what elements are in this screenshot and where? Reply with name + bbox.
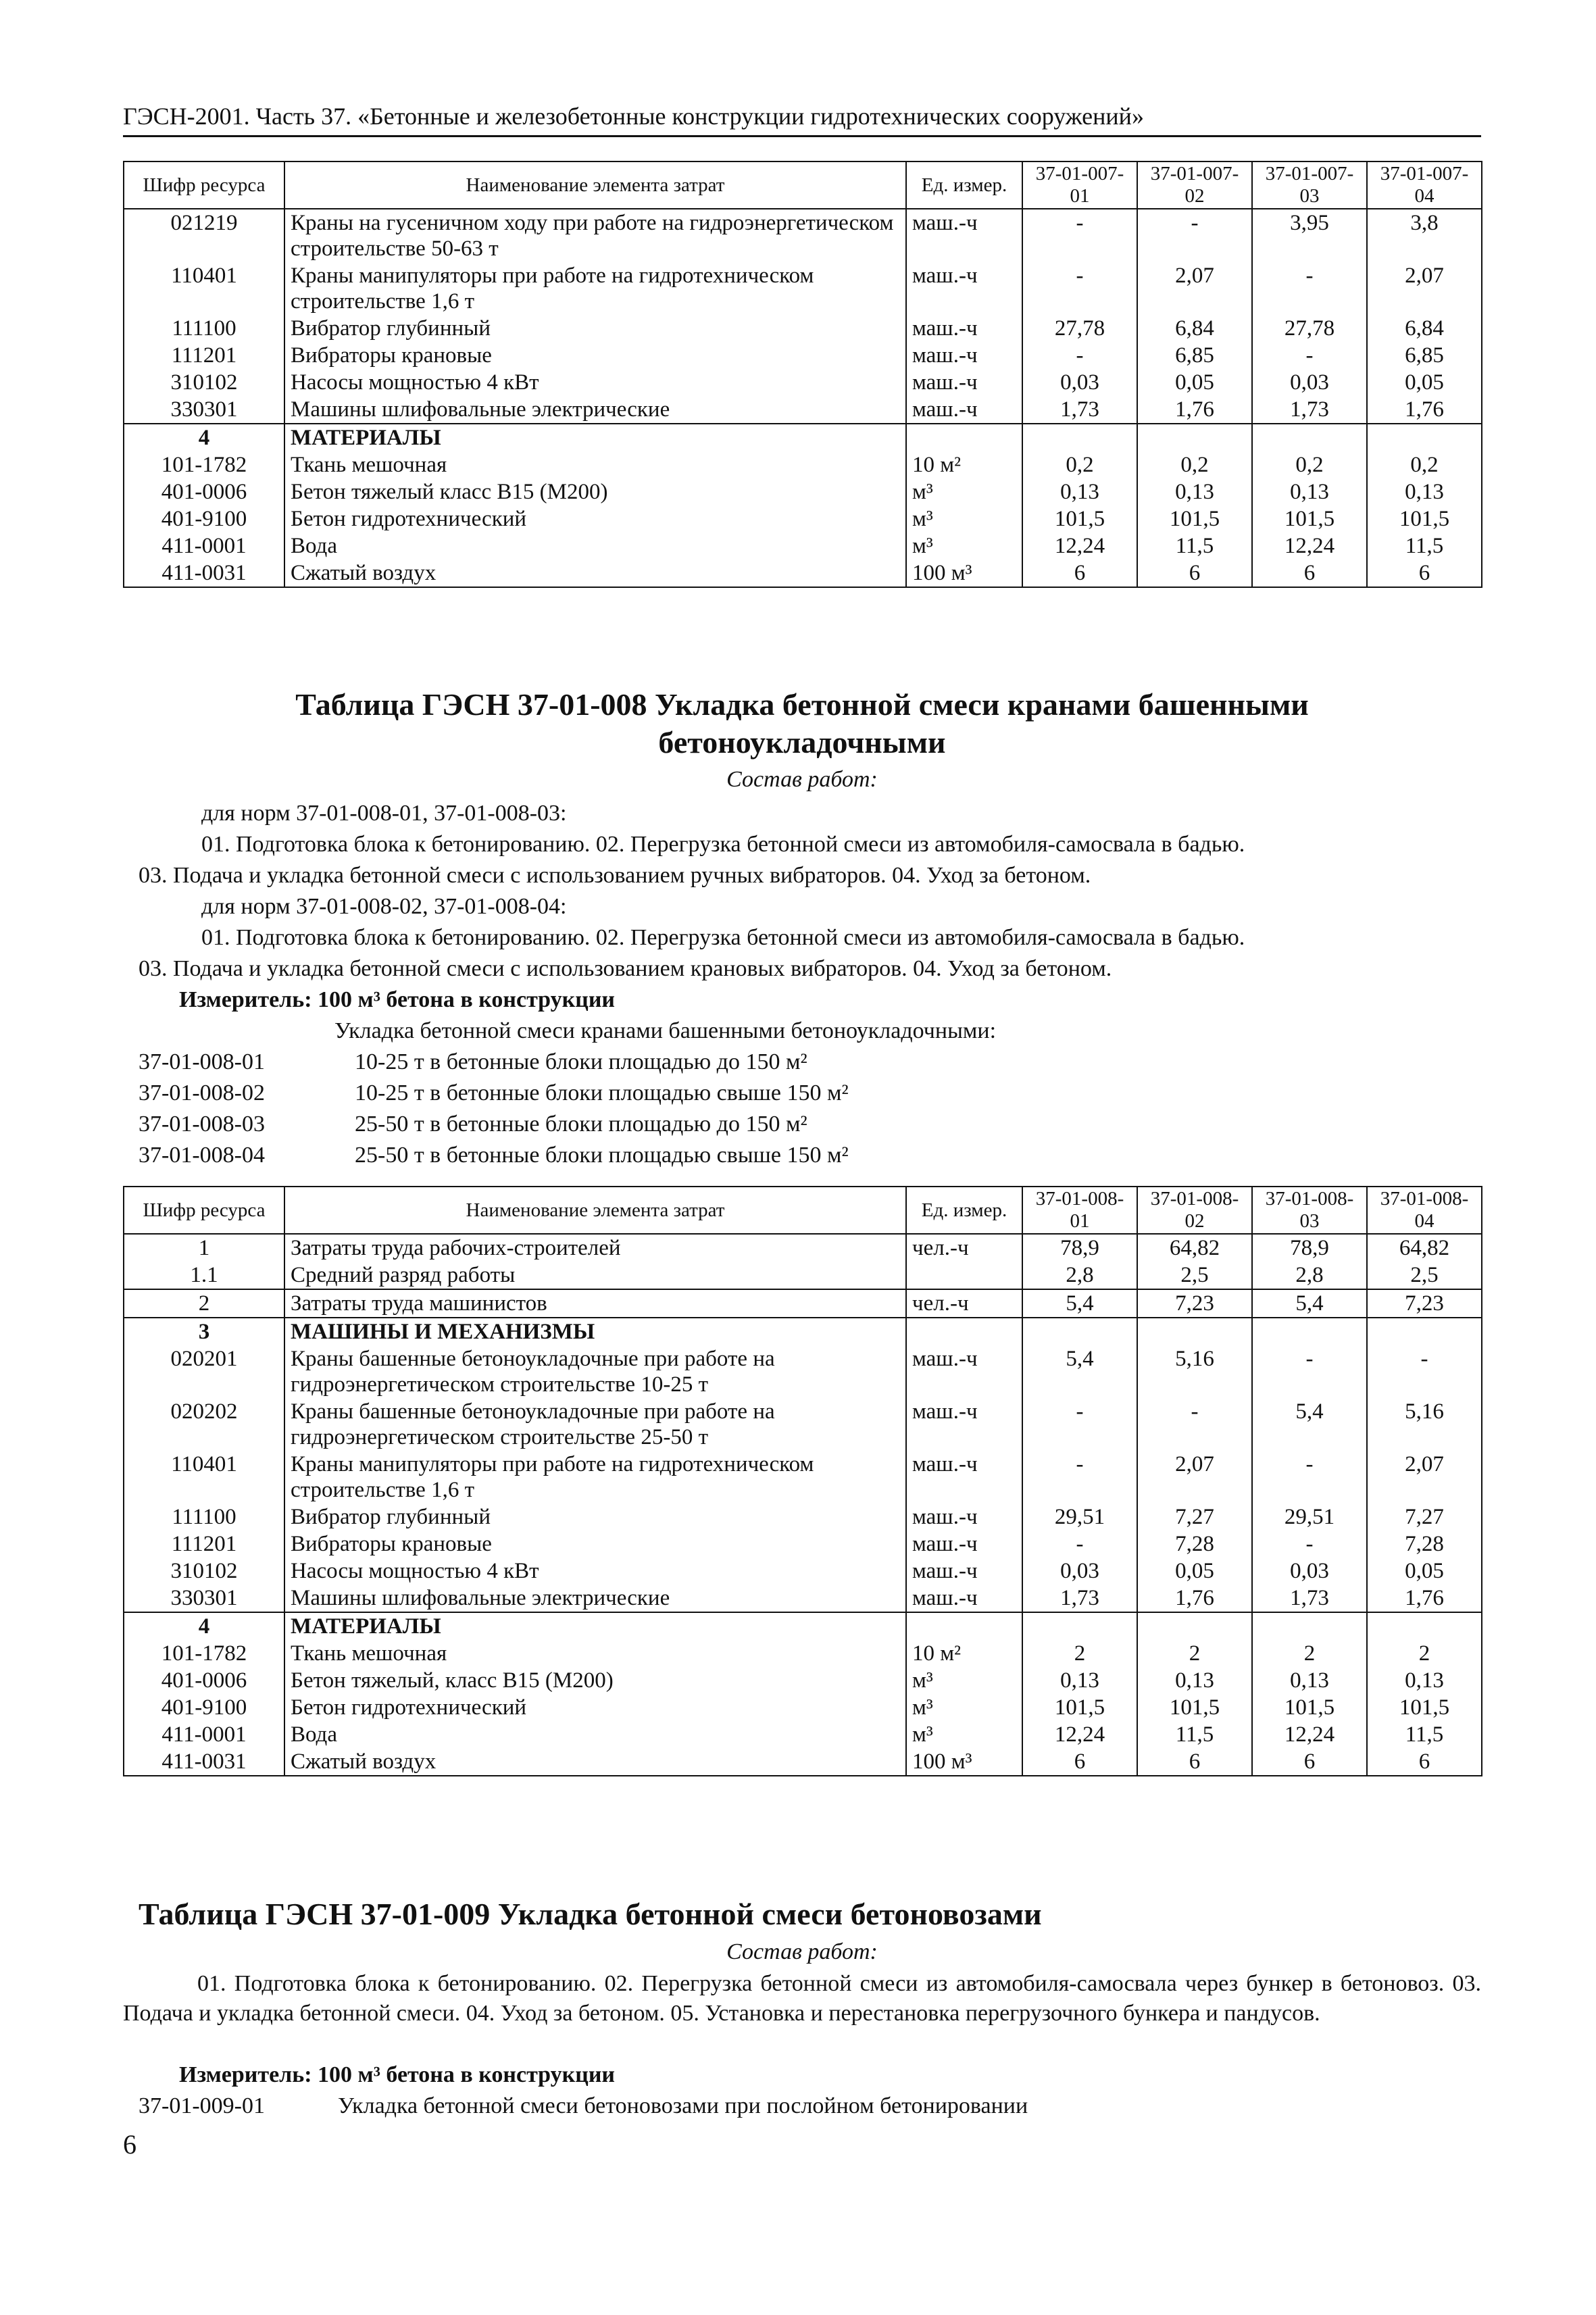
cell-value: 11,5 [1137, 532, 1252, 559]
table-row [124, 1748, 1482, 1776]
cell-value: 1,76 [1137, 1585, 1252, 1612]
cell-value: 12,24 [1252, 532, 1367, 559]
cell-code: 330301 [124, 1585, 284, 1612]
table-body [124, 209, 1482, 587]
cell-value [1367, 424, 1482, 451]
cell-name: Насосы мощностью 4 кВт [284, 369, 906, 396]
cell-name: Насосы мощностью 4 кВт [284, 1558, 906, 1585]
cell-value: 29,51 [1252, 1503, 1367, 1530]
header-col-3: 37-01-007-03 [1252, 161, 1367, 209]
table-row [124, 1318, 1482, 1345]
cell-code: 401-9100 [124, 1694, 284, 1721]
cell-value: 0,05 [1367, 1558, 1482, 1585]
cell-unit: м³ [906, 505, 1022, 532]
cell-code: 401-9100 [124, 505, 284, 532]
table-row [124, 478, 1482, 505]
cell-value: 0,03 [1252, 1558, 1367, 1585]
item-code-2: 37-01-008-02 [139, 1080, 265, 1105]
cell-value: 5,4 [1252, 1398, 1367, 1451]
cell-unit: маш.-ч [906, 262, 1022, 315]
header-code: Шифр ресурса [124, 161, 284, 209]
table-008-title-line1: Таблица ГЭСН 37-01-008 Укладка бетонной смеси кранами башенными [295, 687, 1309, 722]
item-text-009: Укладка бетонной смеси бетоновозами при послойном бетонировании [338, 2093, 1028, 2118]
norms-group-1: для норм 37-01-008-01, 37-01-008-03: [201, 801, 567, 826]
item-code-009: 37-01-009-01 [139, 2093, 265, 2118]
measure-unit: Измеритель: 100 м³ бетона в конструкции [179, 987, 616, 1012]
cell-value: 64,82 [1137, 1234, 1252, 1262]
table-row [124, 1451, 1482, 1503]
cell-name: Бетон тяжелый, класс В15 (М200) [284, 1667, 906, 1694]
item-code-4: 37-01-008-04 [139, 1143, 265, 1168]
header-name: Наименование элемента затрат [284, 1187, 906, 1234]
cell-unit: маш.-ч [906, 396, 1022, 424]
item-text-2: 10-25 т в бетонные блоки площадью свыше 150 м² [355, 1080, 849, 1105]
cell-unit: 10 м² [906, 451, 1022, 478]
cell-name: Краны башенные бетоноукладочные при работе на гидроэнергетическом строительстве 25-50 т [284, 1398, 906, 1451]
cell-value: 27,78 [1022, 315, 1137, 342]
cell-code: 411-0001 [124, 532, 284, 559]
cell-value: 11,5 [1137, 1721, 1252, 1748]
cell-name: Краны манипуляторы при работе на гидротехническом строительстве 1,6 т [284, 1451, 906, 1503]
work-composition-label: Состав работ: [726, 767, 878, 792]
cell-value: 6 [1252, 559, 1367, 587]
cell-value: 7,27 [1137, 1503, 1252, 1530]
cell-unit: маш.-ч [906, 1585, 1022, 1612]
cell-value: 6,85 [1137, 342, 1252, 369]
cell-unit: 10 м² [906, 1640, 1022, 1667]
cell-unit: м³ [906, 1721, 1022, 1748]
cell-value: 101,5 [1252, 1694, 1367, 1721]
cell-value: 0,13 [1252, 478, 1367, 505]
cell-value: - [1022, 1530, 1137, 1558]
cell-code: 401-0006 [124, 1667, 284, 1694]
header-col-3: 37-01-008-03 [1252, 1187, 1367, 1234]
cell-name: МАТЕРИАЛЫ [284, 1612, 906, 1640]
measure-unit: Измеритель: 100 м³ бетона в конструкции [179, 2062, 616, 2087]
cell-value: 101,5 [1252, 505, 1367, 532]
cell-value: 1,73 [1022, 1585, 1137, 1612]
table-row [124, 396, 1482, 424]
cell-name: Краны башенные бетоноукладочные при работе на гидроэнергетическом строительстве 10-25 т [284, 1345, 906, 1398]
operations-2a: 01. Подготовка блока к бетонированию. 02. Перегрузка бетонной смеси из автомобиля-самосвала в бадью. [201, 925, 1245, 950]
cell-value: - [1022, 209, 1137, 262]
cell-name: Вибратор глубинный [284, 315, 906, 342]
cell-unit: маш.-ч [906, 315, 1022, 342]
cell-value: 0,03 [1252, 369, 1367, 396]
cell-value: 6 [1022, 1748, 1137, 1776]
cell-unit: маш.-ч [906, 1398, 1022, 1451]
operations-009: 01. Подготовка блока к бетонированию. 02. Перегрузка бетонной смеси из автомобиля-самосвала через бункер в бетоновоз. 03. Подача и укладка бетонной смеси. 04. Уход за бетоном. 05. Установка и перестановка перегрузочного бункера и пандусов. [123, 1971, 1481, 2026]
cell-value: 6,84 [1137, 315, 1252, 342]
cell-value: - [1022, 1398, 1137, 1451]
cell-code: 1.1 [124, 1262, 284, 1289]
cell-unit [906, 1612, 1022, 1640]
cell-unit: м³ [906, 532, 1022, 559]
cell-name: Машины шлифовальные электрические [284, 396, 906, 424]
cell-unit: чел.-ч [906, 1289, 1022, 1318]
cell-code: 2 [124, 1289, 284, 1318]
cell-value: 2 [1137, 1640, 1252, 1667]
header-col-4: 37-01-007-04 [1367, 161, 1482, 209]
cell-value: 7,28 [1367, 1530, 1482, 1558]
cell-name: Ткань мешочная [284, 1640, 906, 1667]
cell-name: Вибратор глубинный [284, 1503, 906, 1530]
cell-unit: м³ [906, 478, 1022, 505]
cell-unit: маш.-ч [906, 1451, 1022, 1503]
cell-value: 2 [1367, 1640, 1482, 1667]
table-row [124, 262, 1482, 315]
cell-value: 101,5 [1022, 505, 1137, 532]
cell-code: 310102 [124, 1558, 284, 1585]
cell-unit: маш.-ч [906, 342, 1022, 369]
table-row [124, 342, 1482, 369]
item-text-1: 10-25 т в бетонные блоки площадью до 150 м² [355, 1049, 807, 1074]
cell-code: 110401 [124, 262, 284, 315]
table-row [124, 315, 1482, 342]
cell-value: 101,5 [1367, 1694, 1482, 1721]
cell-code: 401-0006 [124, 478, 284, 505]
table-row [124, 1667, 1482, 1694]
cell-value: - [1252, 1530, 1367, 1558]
cell-name: Краны на гусеничном ходу при работе на гидроэнергетическом строительстве 50-63 т [284, 209, 906, 262]
cell-value: 12,24 [1252, 1721, 1367, 1748]
table-row [124, 1234, 1482, 1262]
cell-value: 0,13 [1252, 1667, 1367, 1694]
cell-name: МАШИНЫ И МЕХАНИЗМЫ [284, 1318, 906, 1345]
cell-value: 7,23 [1137, 1289, 1252, 1318]
cell-code: 4 [124, 424, 284, 451]
cell-value [1367, 1612, 1482, 1640]
running-header: ГЭСН-2001. Часть 37. «Бетонные и железобетонные конструкции гидротехнических сооружений» [123, 101, 1481, 137]
cell-value: 6 [1137, 1748, 1252, 1776]
cell-value: - [1252, 1451, 1367, 1503]
cell-value: 1,76 [1137, 396, 1252, 424]
cell-value: 2 [1252, 1640, 1367, 1667]
cell-value: 5,16 [1367, 1398, 1482, 1451]
header-col-2: 37-01-007-02 [1137, 161, 1252, 209]
cell-code: 021219 [124, 209, 284, 262]
header-col-1: 37-01-008-01 [1022, 1187, 1137, 1234]
cell-value: 3,95 [1252, 209, 1367, 262]
cell-value [1022, 1318, 1137, 1345]
norms-group-2: для норм 37-01-008-02, 37-01-008-04: [201, 894, 567, 919]
cell-code: 111201 [124, 1530, 284, 1558]
cell-name: Бетон тяжелый класс В15 (М200) [284, 478, 906, 505]
cell-value [1137, 424, 1252, 451]
header-code: Шифр ресурса [124, 1187, 284, 1234]
cell-value [1022, 424, 1137, 451]
cell-value [1022, 1612, 1137, 1640]
cell-value: - [1022, 1451, 1137, 1503]
cell-code: 101-1782 [124, 1640, 284, 1667]
cell-value [1137, 1612, 1252, 1640]
cell-name: Машины шлифовальные электрические [284, 1585, 906, 1612]
table-row [124, 1345, 1482, 1398]
cell-code: 411-0031 [124, 559, 284, 587]
cell-value: 0,05 [1137, 369, 1252, 396]
cell-name: МАТЕРИАЛЫ [284, 424, 906, 451]
operations-1a: 01. Подготовка блока к бетонированию. 02. Перегрузка бетонной смеси из автомобиля-самосвала в бадью. [201, 832, 1245, 857]
table-body [124, 1234, 1482, 1776]
cell-value [1137, 1318, 1252, 1345]
cell-code: 110401 [124, 1451, 284, 1503]
cell-name: Затраты труда рабочих-строителей [284, 1234, 906, 1262]
cell-code: 1 [124, 1234, 284, 1262]
item-text-4: 25-50 т в бетонные блоки площадью свыше 150 м² [355, 1143, 849, 1168]
cell-code: 020201 [124, 1345, 284, 1398]
cell-unit: маш.-ч [906, 209, 1022, 262]
cell-value: - [1252, 1345, 1367, 1398]
item-text-3: 25-50 т в бетонные блоки площадью до 150 м² [355, 1112, 807, 1137]
header-col-1: 37-01-007-01 [1022, 161, 1137, 209]
cell-value: 3,8 [1367, 209, 1482, 262]
cell-name: Сжатый воздух [284, 559, 906, 587]
cell-value: 0,13 [1367, 478, 1482, 505]
cell-name: Вибраторы крановые [284, 1530, 906, 1558]
item-code-1: 37-01-008-01 [139, 1049, 265, 1074]
cell-value: 5,4 [1022, 1289, 1137, 1318]
cell-unit: чел.-ч [906, 1234, 1022, 1262]
table-row [124, 451, 1482, 478]
cell-value: 0,2 [1252, 451, 1367, 478]
cell-value: 1,73 [1022, 396, 1137, 424]
table-row [124, 1558, 1482, 1585]
cell-value: 0,2 [1367, 451, 1482, 478]
cell-unit [906, 424, 1022, 451]
cell-value: - [1252, 262, 1367, 315]
table-row [124, 1530, 1482, 1558]
cell-unit: маш.-ч [906, 1345, 1022, 1398]
cell-code: 411-0031 [124, 1748, 284, 1776]
cell-value: 0,13 [1022, 478, 1137, 505]
table-row [124, 1585, 1482, 1612]
cell-code: 020202 [124, 1398, 284, 1451]
cell-value: 5,16 [1137, 1345, 1252, 1398]
cell-value: - [1022, 262, 1137, 315]
table-row [124, 505, 1482, 532]
table-row [124, 1398, 1482, 1451]
cell-name: Бетон гидротехнический [284, 1694, 906, 1721]
cell-unit: 100 м³ [906, 559, 1022, 587]
cell-code: 3 [124, 1318, 284, 1345]
cell-value: 2,07 [1367, 1451, 1482, 1503]
cell-value: - [1137, 1398, 1252, 1451]
cell-unit: м³ [906, 1694, 1022, 1721]
cell-value: 5,4 [1022, 1345, 1137, 1398]
cell-name: Краны манипуляторы при работе на гидротехническом строительстве 1,6 т [284, 262, 906, 315]
cell-value: 6,84 [1367, 315, 1482, 342]
cell-name: Средний разряд работы [284, 1262, 906, 1289]
header-unit: Ед. измер. [906, 1187, 1022, 1234]
cell-value: 1,76 [1367, 1585, 1482, 1612]
table-row [124, 559, 1482, 587]
cell-value: 0,05 [1137, 1558, 1252, 1585]
cell-code: 330301 [124, 396, 284, 424]
cell-value: 78,9 [1022, 1234, 1137, 1262]
cell-value: 12,24 [1022, 1721, 1137, 1748]
table-37-01-007 [123, 161, 1482, 588]
cell-value: 0,13 [1022, 1667, 1137, 1694]
cell-value: 101,5 [1137, 505, 1252, 532]
cell-name: Вода [284, 532, 906, 559]
cell-value [1252, 1612, 1367, 1640]
table-row [124, 1694, 1482, 1721]
table-row [124, 424, 1482, 451]
cell-value: - [1022, 342, 1137, 369]
cell-value: - [1137, 209, 1252, 262]
cell-unit [906, 1262, 1022, 1289]
cell-value: 2,5 [1367, 1262, 1482, 1289]
cell-value: 64,82 [1367, 1234, 1482, 1262]
cell-value: 2,8 [1252, 1262, 1367, 1289]
cell-value: 2,5 [1137, 1262, 1252, 1289]
cell-value: 2,8 [1022, 1262, 1137, 1289]
work-composition-label: Состав работ: [726, 1939, 878, 1964]
cell-value: 101,5 [1367, 505, 1482, 532]
cell-code: 310102 [124, 369, 284, 396]
table-row [124, 1612, 1482, 1640]
table-row [124, 532, 1482, 559]
header-unit: Ед. измер. [906, 161, 1022, 209]
cell-value: 27,78 [1252, 315, 1367, 342]
cell-code: 411-0001 [124, 1721, 284, 1748]
cell-value: 29,51 [1022, 1503, 1137, 1530]
cell-unit: маш.-ч [906, 1530, 1022, 1558]
cell-value: 6 [1022, 559, 1137, 587]
cell-code: 111100 [124, 315, 284, 342]
cell-value: 7,23 [1367, 1289, 1482, 1318]
cell-value: 2 [1022, 1640, 1137, 1667]
cell-value: 0,2 [1022, 451, 1137, 478]
table-row [124, 1289, 1482, 1318]
cell-value: 0,13 [1137, 1667, 1252, 1694]
cell-name: Бетон гидротехнический [284, 505, 906, 532]
header-col-4: 37-01-008-04 [1367, 1187, 1482, 1234]
cell-unit [906, 1318, 1022, 1345]
table-row [124, 1721, 1482, 1748]
cell-value: 6 [1367, 1748, 1482, 1776]
cell-value: 78,9 [1252, 1234, 1367, 1262]
cell-value: 11,5 [1367, 1721, 1482, 1748]
cell-value: 5,4 [1252, 1289, 1367, 1318]
cell-value: - [1252, 342, 1367, 369]
cell-value: 0,05 [1367, 369, 1482, 396]
table-row [124, 369, 1482, 396]
cell-name: Сжатый воздух [284, 1748, 906, 1776]
table-008-title-line2: бетоноукладочными [658, 725, 946, 760]
table-row [124, 1640, 1482, 1667]
cell-code: 101-1782 [124, 451, 284, 478]
cell-unit: маш.-ч [906, 1503, 1022, 1530]
cell-value [1252, 1318, 1367, 1345]
cell-value: 0,2 [1137, 451, 1252, 478]
cell-value: 7,27 [1367, 1503, 1482, 1530]
cell-value [1367, 1318, 1482, 1345]
table-37-01-008 [123, 1186, 1482, 1776]
cell-value: 7,28 [1137, 1530, 1252, 1558]
cell-value: 6 [1137, 559, 1252, 587]
cell-value: - [1367, 1345, 1482, 1398]
cell-value: 101,5 [1022, 1694, 1137, 1721]
cell-unit: маш.-ч [906, 369, 1022, 396]
operations-1b: 03. Подача и укладка бетонной смеси с использованием ручных вибраторов. 04. Уход за бетоном. [139, 863, 1091, 888]
cell-name: Ткань мешочная [284, 451, 906, 478]
cell-value: 6,85 [1367, 342, 1482, 369]
cell-value: 1,73 [1252, 396, 1367, 424]
operations-2b: 03. Подача и укладка бетонной смеси с использованием крановых вибраторов. 04. Уход за бетоном. [139, 956, 1112, 981]
cell-value: 11,5 [1367, 532, 1482, 559]
header-col-2: 37-01-008-02 [1137, 1187, 1252, 1234]
cell-unit: 100 м³ [906, 1748, 1022, 1776]
table-row [124, 209, 1482, 262]
cell-code: 111201 [124, 342, 284, 369]
cell-code: 111100 [124, 1503, 284, 1530]
table-009-title: Таблица ГЭСН 37-01-009 Укладка бетонной смеси бетоновозами [139, 1897, 1042, 1931]
cell-name: Вода [284, 1721, 906, 1748]
cell-code: 4 [124, 1612, 284, 1640]
cell-value: 0,03 [1022, 369, 1137, 396]
table-row [124, 1262, 1482, 1289]
cell-value: 6 [1367, 559, 1482, 587]
page-number: 6 [123, 2129, 136, 2160]
cell-value: 1,76 [1367, 396, 1482, 424]
cell-value: 101,5 [1137, 1694, 1252, 1721]
cell-value: 6 [1252, 1748, 1367, 1776]
cell-name: Затраты труда машинистов [284, 1289, 906, 1318]
table-row [124, 1503, 1482, 1530]
cell-value: 2,07 [1137, 262, 1252, 315]
cell-value: 0,13 [1137, 478, 1252, 505]
cell-unit: м³ [906, 1667, 1022, 1694]
item-code-3: 37-01-008-03 [139, 1112, 265, 1137]
header-name: Наименование элемента затрат [284, 161, 906, 209]
cell-name: Вибраторы крановые [284, 342, 906, 369]
cell-unit: маш.-ч [906, 1558, 1022, 1585]
items-intro: Укладка бетонной смеси кранами башенными бетоноукладочными: [334, 1018, 997, 1043]
cell-value: 2,07 [1137, 1451, 1252, 1503]
cell-value: 0,03 [1022, 1558, 1137, 1585]
cell-value: 1,73 [1252, 1585, 1367, 1612]
cell-value: 12,24 [1022, 532, 1137, 559]
cell-value: 0,13 [1367, 1667, 1482, 1694]
cell-value: 2,07 [1367, 262, 1482, 315]
cell-value [1252, 424, 1367, 451]
